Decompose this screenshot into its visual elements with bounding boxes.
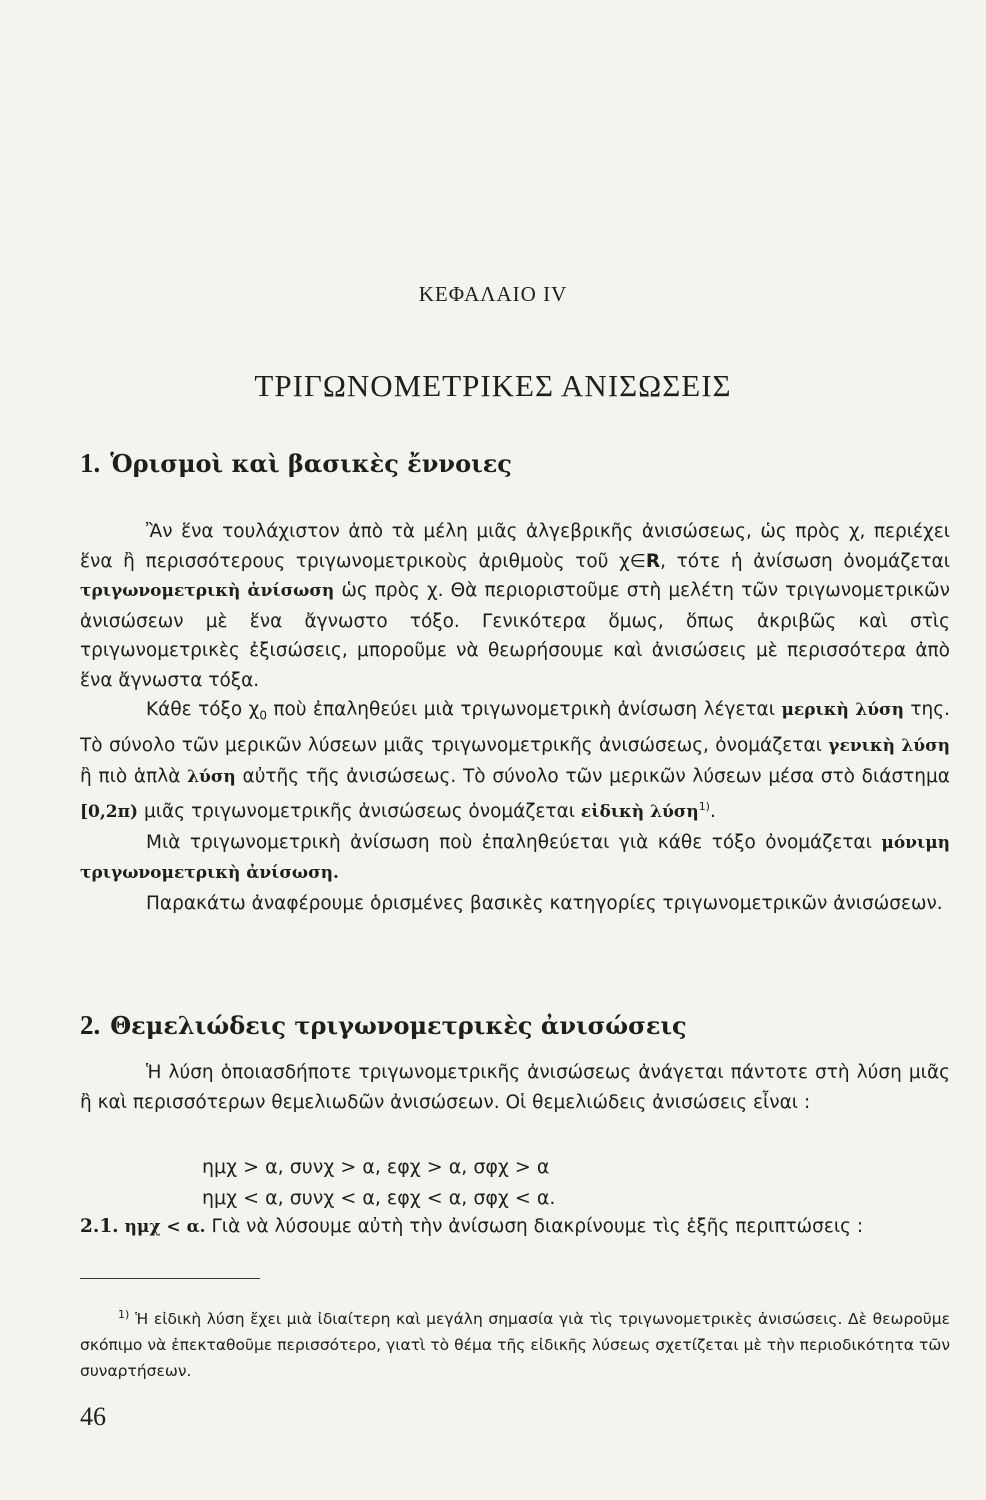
- section-1-body: [80, 517, 950, 918]
- chapter-title: ΤΡΙΓΩΝΟΜΕΤΡΙΚΕΣ ΑΝΙΣΩΣΕΙΣ: [254, 368, 732, 403]
- footnote-mark: 1): [118, 1308, 130, 1321]
- text: Μιὰ τριγωνομετρικὴ ἀνίσωση ποὺ ἐπαληθεύεται γιὰ κάθε τόξο ὀνομάζεται: [146, 831, 872, 853]
- text: της. Τὸ σύνολο τῶν μερικῶν λύσεων μιᾶς τριγωνομετρικῆς ἀνισώσεως, ὀνομάζεται: [80, 699, 951, 757]
- section-1-title: Ὁρισμοὶ καὶ βασικὲς ἔννοιες: [110, 449, 512, 478]
- subsection-text: Γιὰ νὰ λύσουμε αὐτὴ τὴν ἀνίσωση διακρίνουμε τὶς ἑξῆς περιπτώσεις :: [211, 1216, 864, 1237]
- term-partial-solution: μερικὴ λύση: [781, 700, 904, 720]
- equation-line-greater: ημχ > α, συνχ > α, εφχ > α, σφχ > α: [202, 1156, 550, 1178]
- paragraph-solutions: [80, 695, 950, 828]
- text: Κάθε τόξο χ: [146, 699, 260, 720]
- term-solution: λύση: [187, 766, 236, 787]
- page-number: 46: [80, 1402, 106, 1431]
- section-2-number: 2.: [80, 1010, 101, 1040]
- text: , τότε ἡ ἀνίσωση ὀνομάζεται: [660, 550, 950, 572]
- paragraph-permanent: [80, 828, 950, 889]
- subscript: 0: [259, 708, 267, 723]
- chapter-label: ΚΕΦΑΛΑΙΟ IV: [418, 282, 568, 306]
- interval: [0,2π): [80, 802, 139, 823]
- term-general-solution: γενικὴ λύση: [828, 736, 950, 757]
- subsection-number: 2.1.: [80, 1216, 119, 1237]
- term-trig-inequality: τριγωνομετρικὴ ἀνίσωση: [80, 581, 335, 601]
- text: μιᾶς τριγωνομετρικῆς ἀνισώσεως ὀνομάζεται: [144, 801, 576, 823]
- subsection-2-1: [80, 1212, 950, 1243]
- footnote-divider: [80, 1278, 260, 1279]
- footnote: [80, 1302, 950, 1384]
- term-special-solution: εἰδικὴ λύση: [580, 802, 699, 823]
- paragraph-definition: [80, 517, 950, 695]
- text: ποὺ ἐπαληθεύει μιὰ τριγωνομετρικὴ ἀνίσωση λέγεται: [273, 699, 775, 720]
- section-2-title: Θεμελιώδεις τριγωνομετρικὲς ἀνισώσεις: [110, 1011, 687, 1040]
- text: .: [709, 801, 716, 823]
- section-2-heading: [80, 1010, 687, 1041]
- subsection-term: ημχ < α.: [124, 1217, 206, 1237]
- footnote-text: Ἡ εἰδικὴ λύση ἔχει μιὰ ἰδιαίτερη καὶ μεγάλη σημασία γιὰ τὶς τριγωνομετρικὲς ἀνισώσεις. Δὲ θεωροῦμε σκόπιμο νὰ ἐπεκταθοῦμε περισσότερο, γιατὶ τὸ θέμα τῆς εἰδικῆς λύσεως σχετίζεται μὲ τὴν περιοδικότητα τῶν συναρτήσεων.: [80, 1310, 950, 1381]
- text: ἢ πιὸ ἁπλὰ: [80, 765, 181, 787]
- text: Παρακάτω ἀναφέρουμε ὁρισμένες βασικὲς κατηγορίες τριγωνομετρικῶν ἀνισώσεων.: [146, 892, 943, 914]
- section-1-number: 1.: [80, 448, 101, 478]
- text: αὐτῆς τῆς ἀνισώσεως. Τὸ σύνολο τῶν μερικῶν λύσεων μέσα στὸ διάστημα: [242, 765, 950, 787]
- term-permanent-inequality: μόνιμη τριγωνομετρικὴ ἀνίσωση.: [80, 832, 950, 884]
- footnote-ref: 1): [698, 800, 710, 814]
- section-1-heading: [80, 448, 512, 479]
- reals-symbol: R: [645, 550, 661, 572]
- equation-line-less: ημχ < α, συνχ < α, εφχ < α, σφχ < α.: [202, 1187, 556, 1209]
- text: Ἂν ἕνα τουλάχιστον ἀπὸ τὰ μέλη μιᾶς ἀλγεβρικῆς ἀνισώσεως, ὡς πρὸς χ, περιέχει ἕνα ἢ περισσότερους τριγωνομετρικοὺς ἀριθμοὺς τοῦ χ∈: [80, 521, 950, 572]
- paragraph-fundamental: Ἡ λύση ὁποιασδήποτε τριγωνομετρικῆς ἀνισώσεως ἀνάγεται πάντοτε στὴ λύση μιᾶς ἢ καὶ περισσότερων θεμελιωδῶν ἀνισώσεων. Οἱ θεμελιώδεις ἀνισώσεις εἶναι :: [80, 1062, 950, 1113]
- text: ὡς πρὸς χ. Θὰ περιοριστοῦμε στὴ μελέτη τῶν τριγωνομετρικῶν ἀνισώσεων μὲ ἕνα ἄγνωστο τόξο. Γενικότερα ὅμως, ὅπως ἀκριβῶς καὶ στὶς τριγωνομετρικὲς ἐξισώσεις, μποροῦμε νὰ θεωρήσουμε καὶ ἀνισώσεις μὲ περισσότερα ἀπὸ ἕνα ἄγνωστα τόξα.: [80, 580, 951, 691]
- paragraph-categories: [80, 889, 950, 919]
- section-2-body: [80, 1058, 950, 1117]
